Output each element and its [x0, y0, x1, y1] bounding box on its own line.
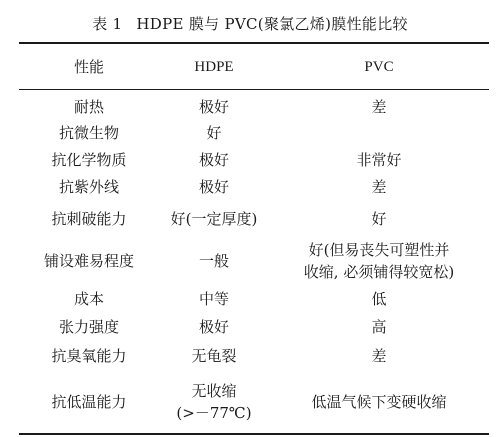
hdpe-line: 中等: [198, 290, 229, 308]
table-header: [19, 44, 489, 89]
property-cell: 抗刺破能力: [51, 209, 127, 228]
hdpe-line: 一般: [198, 252, 229, 270]
table-row: [19, 146, 489, 173]
header-property: 性能: [73, 57, 104, 76]
table-row: [19, 173, 489, 200]
hdpe-line: 好(一定厚度): [170, 209, 258, 228]
header-hdpe: HDPE: [194, 58, 234, 75]
hdpe-cell: [159, 288, 269, 310]
hdpe-line: 好: [206, 124, 222, 142]
property-cell: 抗化学物质: [51, 150, 127, 169]
property-cell: 抗低温能力: [51, 392, 127, 411]
table-row: [19, 341, 489, 370]
hdpe-cell: [159, 250, 269, 272]
pvc-line: 好: [371, 209, 387, 228]
pvc-line: 非常好: [356, 150, 402, 169]
pvc-cell: [269, 288, 489, 310]
hdpe-cell: [159, 380, 269, 424]
property-cell: 抗微生物: [58, 124, 119, 142]
pvc-cell: [269, 316, 489, 338]
table-row: [19, 93, 489, 120]
property-cell: 铺设难易程度: [43, 252, 134, 270]
pvc-line: 高: [371, 318, 387, 336]
hdpe-line: 无收缩: [191, 381, 237, 400]
hdpe-line: (>－77℃): [176, 403, 252, 422]
header-rule: [19, 89, 489, 90]
table-row: [19, 237, 489, 285]
pvc-cell: [269, 391, 489, 413]
hdpe-line: 极好: [198, 318, 229, 336]
bottom-rule: [19, 433, 489, 435]
hdpe-cell: [159, 149, 269, 171]
pvc-cell: [269, 176, 489, 198]
pvc-cell: [269, 239, 489, 283]
property-cell: 成本: [73, 290, 104, 308]
table-row: [19, 200, 489, 237]
property-cell: 张力强度: [58, 318, 119, 336]
pvc-line: 收缩, 必须铺得较宽松): [303, 263, 455, 281]
pvc-cell: [269, 149, 489, 171]
hdpe-cell: [159, 208, 269, 230]
pvc-cell: [269, 208, 489, 230]
table-title: HDPE 膜与 PVC(聚氯乙烯)膜性能比较: [136, 15, 408, 33]
pvc-line: 差: [371, 346, 387, 365]
property-cell: 抗紫外线: [58, 177, 119, 196]
property-cell: 耐热: [73, 97, 104, 116]
hdpe-cell: [159, 345, 269, 367]
table-row: [19, 285, 489, 313]
hdpe-cell: [159, 316, 269, 338]
hdpe-line: 极好: [198, 177, 229, 196]
property-cell: 抗臭氧能力: [51, 346, 127, 365]
table-caption: [0, 13, 500, 34]
table-number: 表 1: [92, 15, 123, 33]
table-row: [19, 120, 489, 146]
hdpe-line: 无龟裂: [191, 346, 237, 365]
table-row: [19, 313, 489, 341]
hdpe-cell: [159, 176, 269, 198]
pvc-line: 差: [371, 177, 387, 196]
pvc-line: 好(但易丧失可塑性并: [308, 241, 450, 259]
pvc-cell: [269, 96, 489, 118]
hdpe-cell: [159, 96, 269, 118]
hdpe-cell: [159, 122, 269, 144]
hdpe-line: 极好: [198, 97, 229, 116]
hdpe-line: 极好: [198, 150, 229, 169]
pvc-line: 差: [371, 97, 387, 116]
header-pvc: PVC: [364, 58, 394, 75]
pvc-line: 低: [371, 290, 387, 308]
pvc-line: 低温气候下变硬收缩: [311, 392, 447, 411]
pvc-cell: [269, 345, 489, 367]
table-row: [19, 370, 489, 433]
